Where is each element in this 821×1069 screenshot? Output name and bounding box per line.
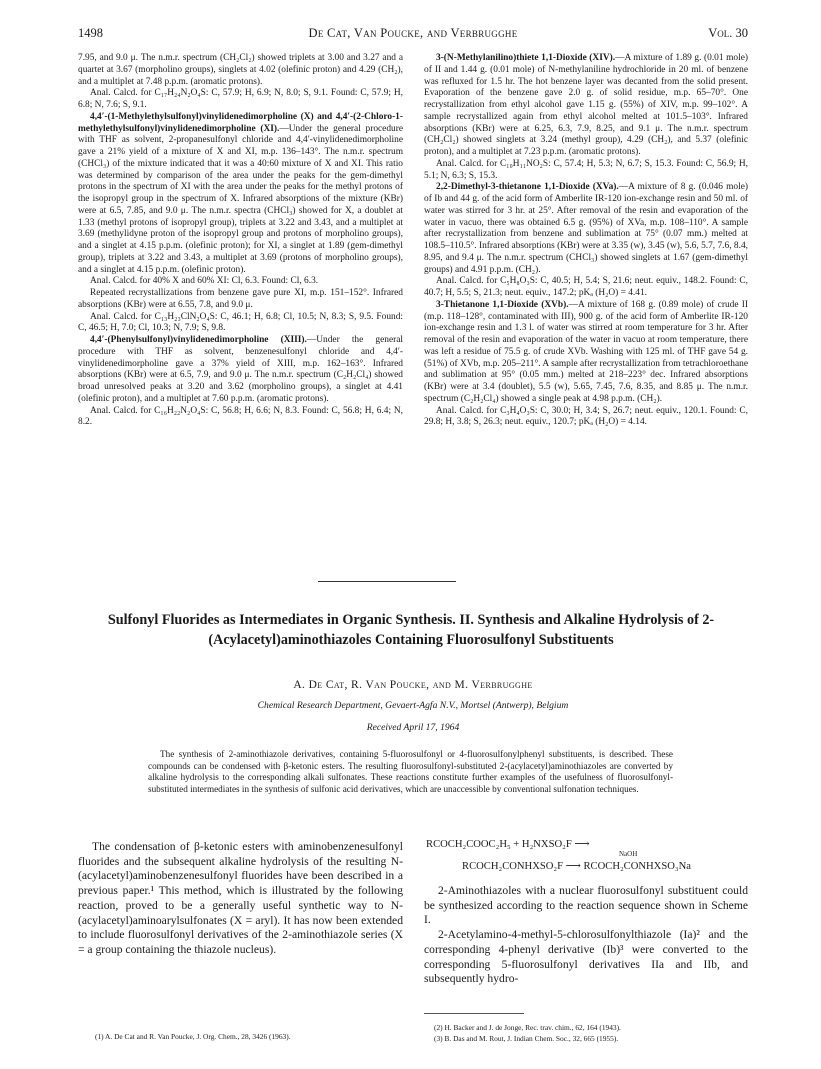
compound-paragraph: [424, 182, 748, 276]
left-experimental-column: [78, 53, 403, 429]
compound-text: —Under the general procedure with THF as solvent, benzenesulfonyl chloride and 4,4′-vinylidenedimorpholine gave a 37% yield of XIII, m.p. 162–163°. Infrared absorptions (KBr) were at 6.5, 7.9, and 9.0 μ. The n.m.r. spectrum (C₂H₂Cl₄) showed broad unresolved peaks at 3.20 and 3.62 (morpholino groups), a singlet at 4.41 (olefinic proton), and a multiplet at 7.60 p.p.m. (aromatic protons).: [78, 335, 404, 404]
analysis-paragraph: Anal. Calcd. for 40% X and 60% XI: Cl, 6.3. Found: Cl, 6.3.: [90, 276, 319, 287]
article-affiliation: Chemical Research Department, Gevaert-Agfa N.V., Mortsel (Antwerp), Belgium: [257, 700, 569, 711]
page-header: [78, 26, 748, 42]
reaction-equation-line-2: RCOCH₂CONHXSO₂F ⟶ RCOCH₂CONHXSO₃Na: [462, 861, 691, 872]
footnotes-right: [434, 1022, 748, 1044]
compound-heading: 4,4′-(1-Methylethylsulfonyl)vinylidenedimorpholine (X) and 4,4′-(2-Chloro-1-methylethylsulfonyl)vinylidenedimorpholine (XI).: [78, 111, 403, 134]
compound-text: —A mixture of 1.89 g. (0.01 mole) of II and 1.44 g. (0.01 mole) of N-methylaniline hydrochloride in 20 ml. of benzene was refluxed for 1.5 hr. The hot benzene layer was decanted from the solid present. Evaporation of the benzene gave 2.0 g. of solid residue, m.p. 65–70°. One recrystallization from ethyl alcohol gave 1.15 g. (55%) of XIV, m.p. 99–102°. A sample recrystallized again from ethyl alcohol melted at 101.5–103°. Infrared absorptions (KBr) were at 6.25, 6.3, 7.9, 8.25, and 9.1 μ. The n.m.r. spectrum (CH₂Cl₂) showed singlets at 3.24 (methyl group), 4.29 (CH₂), and 5.37 (olefinic proton), and a multiplet at 7.23 p.p.m. (aromatic protons).: [424, 53, 748, 157]
analysis-paragraph: Anal. Calcd. for C₁₀H₁₁NO₂S: C, 57.4; H, 5.3; N, 6.7; S, 15.3. Found: C, 56.9; H, 5.1; N, 6.3; S, 15.3.: [424, 158, 748, 181]
footnote: (1) A. De Cat and R. Van Poucke, J. Org. Chem., 28, 3426 (1963).: [95, 1032, 291, 1041]
body-left-column: [78, 840, 403, 958]
footnote: (3) B. Das and M. Rout, J. Indian Chem. Soc., 32, 665 (1955).: [434, 1034, 619, 1043]
right-experimental-column: [424, 53, 748, 429]
compound-heading: 3-Thietanone 1,1-Dioxide (XVb).: [436, 299, 569, 310]
article-authors: A. De Cat, R. Van Poucke, and M. Verbrugghe: [293, 679, 533, 691]
compound-paragraph: [424, 53, 748, 159]
body-right-column: [424, 884, 748, 987]
compound-paragraph: [424, 300, 748, 406]
page-number: 1498: [78, 26, 103, 40]
body-paragraph: 2-Acetylamino-4-methyl-5-chlorosulfonylthiazole (Ia)² and the corresponding 4-phenyl derivative (Ib)³ were converted to the corresponding 5-fluorosulfonyl derivatives IIa and IIb, and subsequently hydro-: [424, 928, 748, 986]
received-date: Received April 17, 1964: [366, 722, 460, 733]
footnote-divider: [424, 1013, 524, 1014]
compound-text: —A mixture of 168 g. (0.89 mole) of crude II (m.p. 118–128°, contaminated with III), 900 g. of the acid form of Amberlite IR-120 ion-exchange resin and 1.3 l. of water was stirred at room temperature for 3 hr. After removal of the resin and evaporation of the water in vacuo at room temperature, there was left a residue of 75.5 g. of crude XVb. Washing with 125 ml. of THF gave 54 g. (51%) of XVb, m.p. 205–211°. A sample after recrystallization from tetrachloroethane and sublimation at 95° (0.05 mm.) melted at 218–223° dec. Infrared absorptions (KBr) were at 3.4 (doublet), 5.5 (w), 5.65, 7.45, 7.6, 8.35, and 8.85 μ. The n.m.r. spectrum (C₂H₂Cl₄) showed a single peak at 4.98 p.p.m. (CH₂).: [424, 299, 748, 404]
footnote: (2) H. Backer and J. de Jonge, Rec. trav. chim., 62, 164 (1943).: [434, 1023, 621, 1032]
compound-heading: 3-(N-Methylanilino)thiete 1,1-Dioxide (XIV).: [436, 53, 616, 63]
analysis-paragraph: Anal. Calcd. for C₃H₄O₃S: C, 30.0; H, 3.4; S, 26.7; neut. equiv., 120.1. Found: C, 29.8; H, 3.8; S, 26.3; neut. equiv., 120.7; pKₐ (H₂O) = 4.14.: [424, 405, 748, 428]
paragraph: Repeated recrystallizations from benzene gave pure XI, m.p. 151–152°. Infrared absorptions (KBr) were at 6.55, 7.8, and 9.0 μ.: [78, 288, 403, 310]
compound-heading: 4,4′-(Phenylsulfonyl)vinylidenedimorpholine (XIII).: [90, 335, 307, 345]
compound-paragraph: [78, 112, 403, 277]
volume-label: Vol. 30: [708, 26, 748, 40]
analysis-paragraph: Anal. Calcd. for C₁₆H₂₂N₂O₄S: C, 56.8; H, 6.6; N, 8.3. Found: C, 56.8; H, 6.4; N, 8.2.: [78, 405, 403, 428]
compound-heading: 2,2-Dimethyl-3-thietanone 1,1-Dioxide (XVa).: [436, 182, 619, 193]
analysis-paragraph: Anal. Calcd. for C₁₃H₂₃ClN₂O₄S: C, 46.1; H, 6.8; Cl, 10.5; N, 8.3; S, 9.5. Found: C, 46.5; H, 7.0; Cl, 10.3; N, 7.9; S, 9.8.: [78, 311, 403, 334]
body-paragraph: 2-Aminothiazoles with a nuclear fluorosulfonyl substituent could be synthesized according to the reaction sequence shown in Scheme I.: [424, 884, 748, 927]
reaction-equation-line-1: RCOCH₂COOC₂H₅ + H₂NXSO₂F ⟶: [426, 839, 590, 850]
analysis-paragraph: Anal. Calcd. for C₁₇H₂₄N₂O₄S: C, 57.9; H, 6.9; N, 8.0; S, 9.1. Found: C, 57.9; H, 6.8; N, 7.6; S, 9.1.: [78, 88, 403, 110]
compound-text: —A mixture of 8 g. (0.046 mole) of Ib and 44 g. of the acid form of Amberlite IR-120 ion-exchange resin and 50 ml. of water was stirred for 3 hr. at 25°. After removal of the resin and evaporation of the water in vacuo, there was obtained 6.5 g. (95%) of XVa, m.p. 108–110°. A sample after recrystallization from benzene and sublimation at 75° (0.07 mm.) melted at 108.5–110.5°. Infrared absorptions (KBr) were at 3.35 (w), 3.45 (w), 5.6, 5.7, 7.6, 8.4, 8.95, and 9.4 μ. The n.m.r. spectrum (CHCl₃) showed singlets at 1.67 (gem-dimethyl groups) and 4.91 p.p.m. (CH₂).: [424, 182, 748, 275]
reagent-label: NaOH: [619, 850, 638, 858]
paragraph: 7.95, and 9.0 μ. The n.m.r. spectrum (CH₂Cl₂) showed triplets at 3.00 and 3.27 and a quartet at 3.67 (morpholino groups), singlets at 4.02 (olefinic proton) and 4.29 (CH₂), and a multiplet at 7.48 p.p.m. (aromatic protons).: [78, 53, 403, 87]
running-head: De Cat, Van Poucke, and Verbrugghe: [308, 26, 518, 40]
compound-paragraph: [78, 335, 403, 406]
abstract: The synthesis of 2-aminothiazole derivatives, containing 5-fluorosulfonyl or 4-fluorosulfonylphenyl substituents, is described. These compounds can be condensed with β-ketonic esters. The resulting fluorosulfonyl-substituted 2-(acylacetyl)aminothiazoles are converted by alkaline hydrolysis to the corresponding alkali sulfonates. These reactions constitute further examples of the usefulness of fluorosulfonyl-substituted intermediates in the synthesis of sulfonic acid derivatives, which are unaccessible by conventional sulfonation techniques.: [148, 749, 673, 794]
body-paragraph: The condensation of β-ketonic esters with aminobenzenesulfonyl fluorides and the subsequent alkaline hydrolysis of the resulting N-(acylacetyl)aminobenzenesulfonyl fluorides have been described in a previous paper.¹ This method, which is illustrated by the following reaction, proved to be a generally useful synthetic way to N-(acylacetyl)aminoarylsulfonates (X = aryl). It has now been extended to include fluorosulfonyl derivatives of the 2-aminothiazole series (X = a group containing the thiazole nucleus).: [78, 840, 403, 956]
article-title: Sulfonyl Fluorides as Intermediates in Organic Synthesis. II. Synthesis and Alkaline Hydrolysis of 2-(Acylacetyl)aminothiazoles Containing Fluorosulfonyl Substituents: [107, 612, 715, 648]
compound-text: —Under the general procedure with THF as solvent, 2-propanesulfonyl chloride and 4,4′-vinylidenedimorpholine gave a 21% yield of a mixture of X and XI, m.p. 136–143°. The n.m.r. spectrum (CHCl₃) of the mixture indicated that it was a 40:60 mixture of X and XI. This ratio was determined by comparison of the area under the peaks for the gem-dimethyl protons in the spectrum of XI with the area under the peaks for the methyl protons of the isopropyl group in the spectrum of X. Infrared absorptions of the mixture (KBr) were at 6.5, 7.85, and 9.0 μ. The n.m.r. spectra (CHCl₃) showed for X, a doublet at 1.33 (methyl protons of isopropyl group), triplets at 3.22 and 3.43, and a multiplet at 3.69 (methylidyne proton of the isopropyl group and protons of morpholino groups), and a singlet at 4.15 p.p.m. (olefinic proton); for XI, a singlet at 1.89 (gem-dimethyl group), triplets at 3.22 and 3.43, a multiplet at 3.69 (protons of morpholino groups), and a singlet at 4.15 p.p.m. (olefinic proton).: [78, 123, 403, 275]
section-divider: [318, 581, 456, 582]
analysis-paragraph: Anal. Calcd. for C₅H₈O₃S: C, 40.5; H, 5.4; S, 21.6; neut. equiv., 148.2. Found: C, 40.7; H, 5.5; S, 21.3; neut. equiv., 147.2; pKₐ (H₂O) = 4.41.: [424, 276, 748, 298]
